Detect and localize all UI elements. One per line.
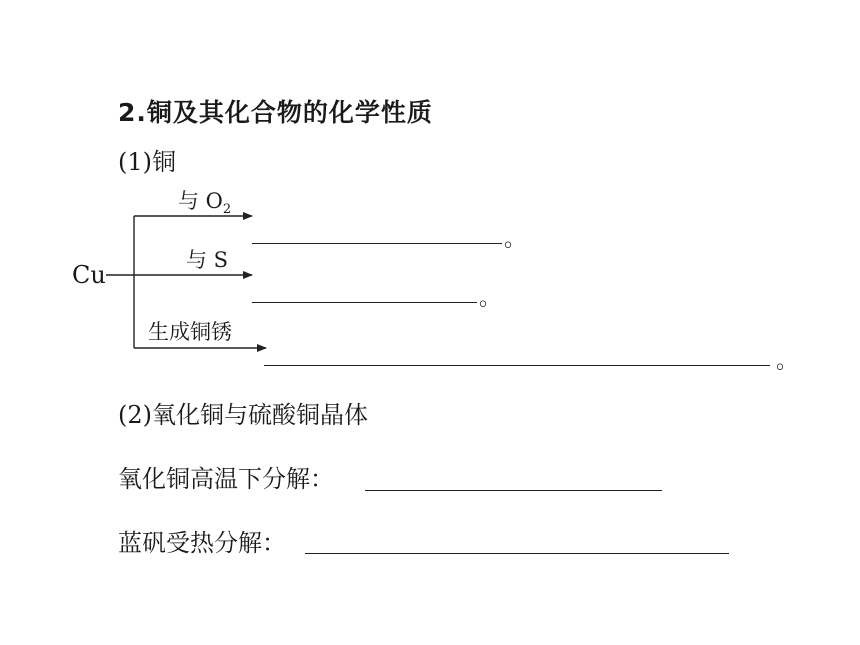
answer-blank-bluestone-decomposition[interactable] bbox=[305, 553, 729, 554]
answer-blank-o2[interactable] bbox=[252, 243, 502, 244]
item-label-cuo-decomposition: 氧化铜高温下分解： bbox=[118, 465, 334, 493]
cu-label: Cu bbox=[72, 261, 106, 289]
end-mark-s: 。 bbox=[479, 286, 502, 311]
end-mark-rust: 。 bbox=[776, 349, 799, 374]
section-title: 2.铜及其化合物的化学性质 bbox=[118, 98, 433, 127]
branch-label-o2: 与 $O_2$ bbox=[178, 189, 232, 218]
answer-blank-s[interactable] bbox=[252, 302, 477, 303]
item-label-bluestone-decomposition: 蓝矾受热分解： bbox=[118, 529, 286, 557]
subheading-copper: (1)铜 bbox=[118, 148, 176, 176]
answer-blank-rust[interactable] bbox=[264, 365, 770, 366]
end-mark-o2: 。 bbox=[504, 227, 527, 252]
subheading-copper-oxide: (2)氧化铜与硫酸铜晶体 bbox=[118, 401, 368, 429]
branch-label-s: 与 S bbox=[186, 248, 229, 272]
answer-blank-cuo-decomposition[interactable] bbox=[365, 490, 662, 491]
o2-subscript: 2 bbox=[222, 202, 232, 218]
branch-label-rust: 生成铜锈 bbox=[148, 320, 232, 344]
